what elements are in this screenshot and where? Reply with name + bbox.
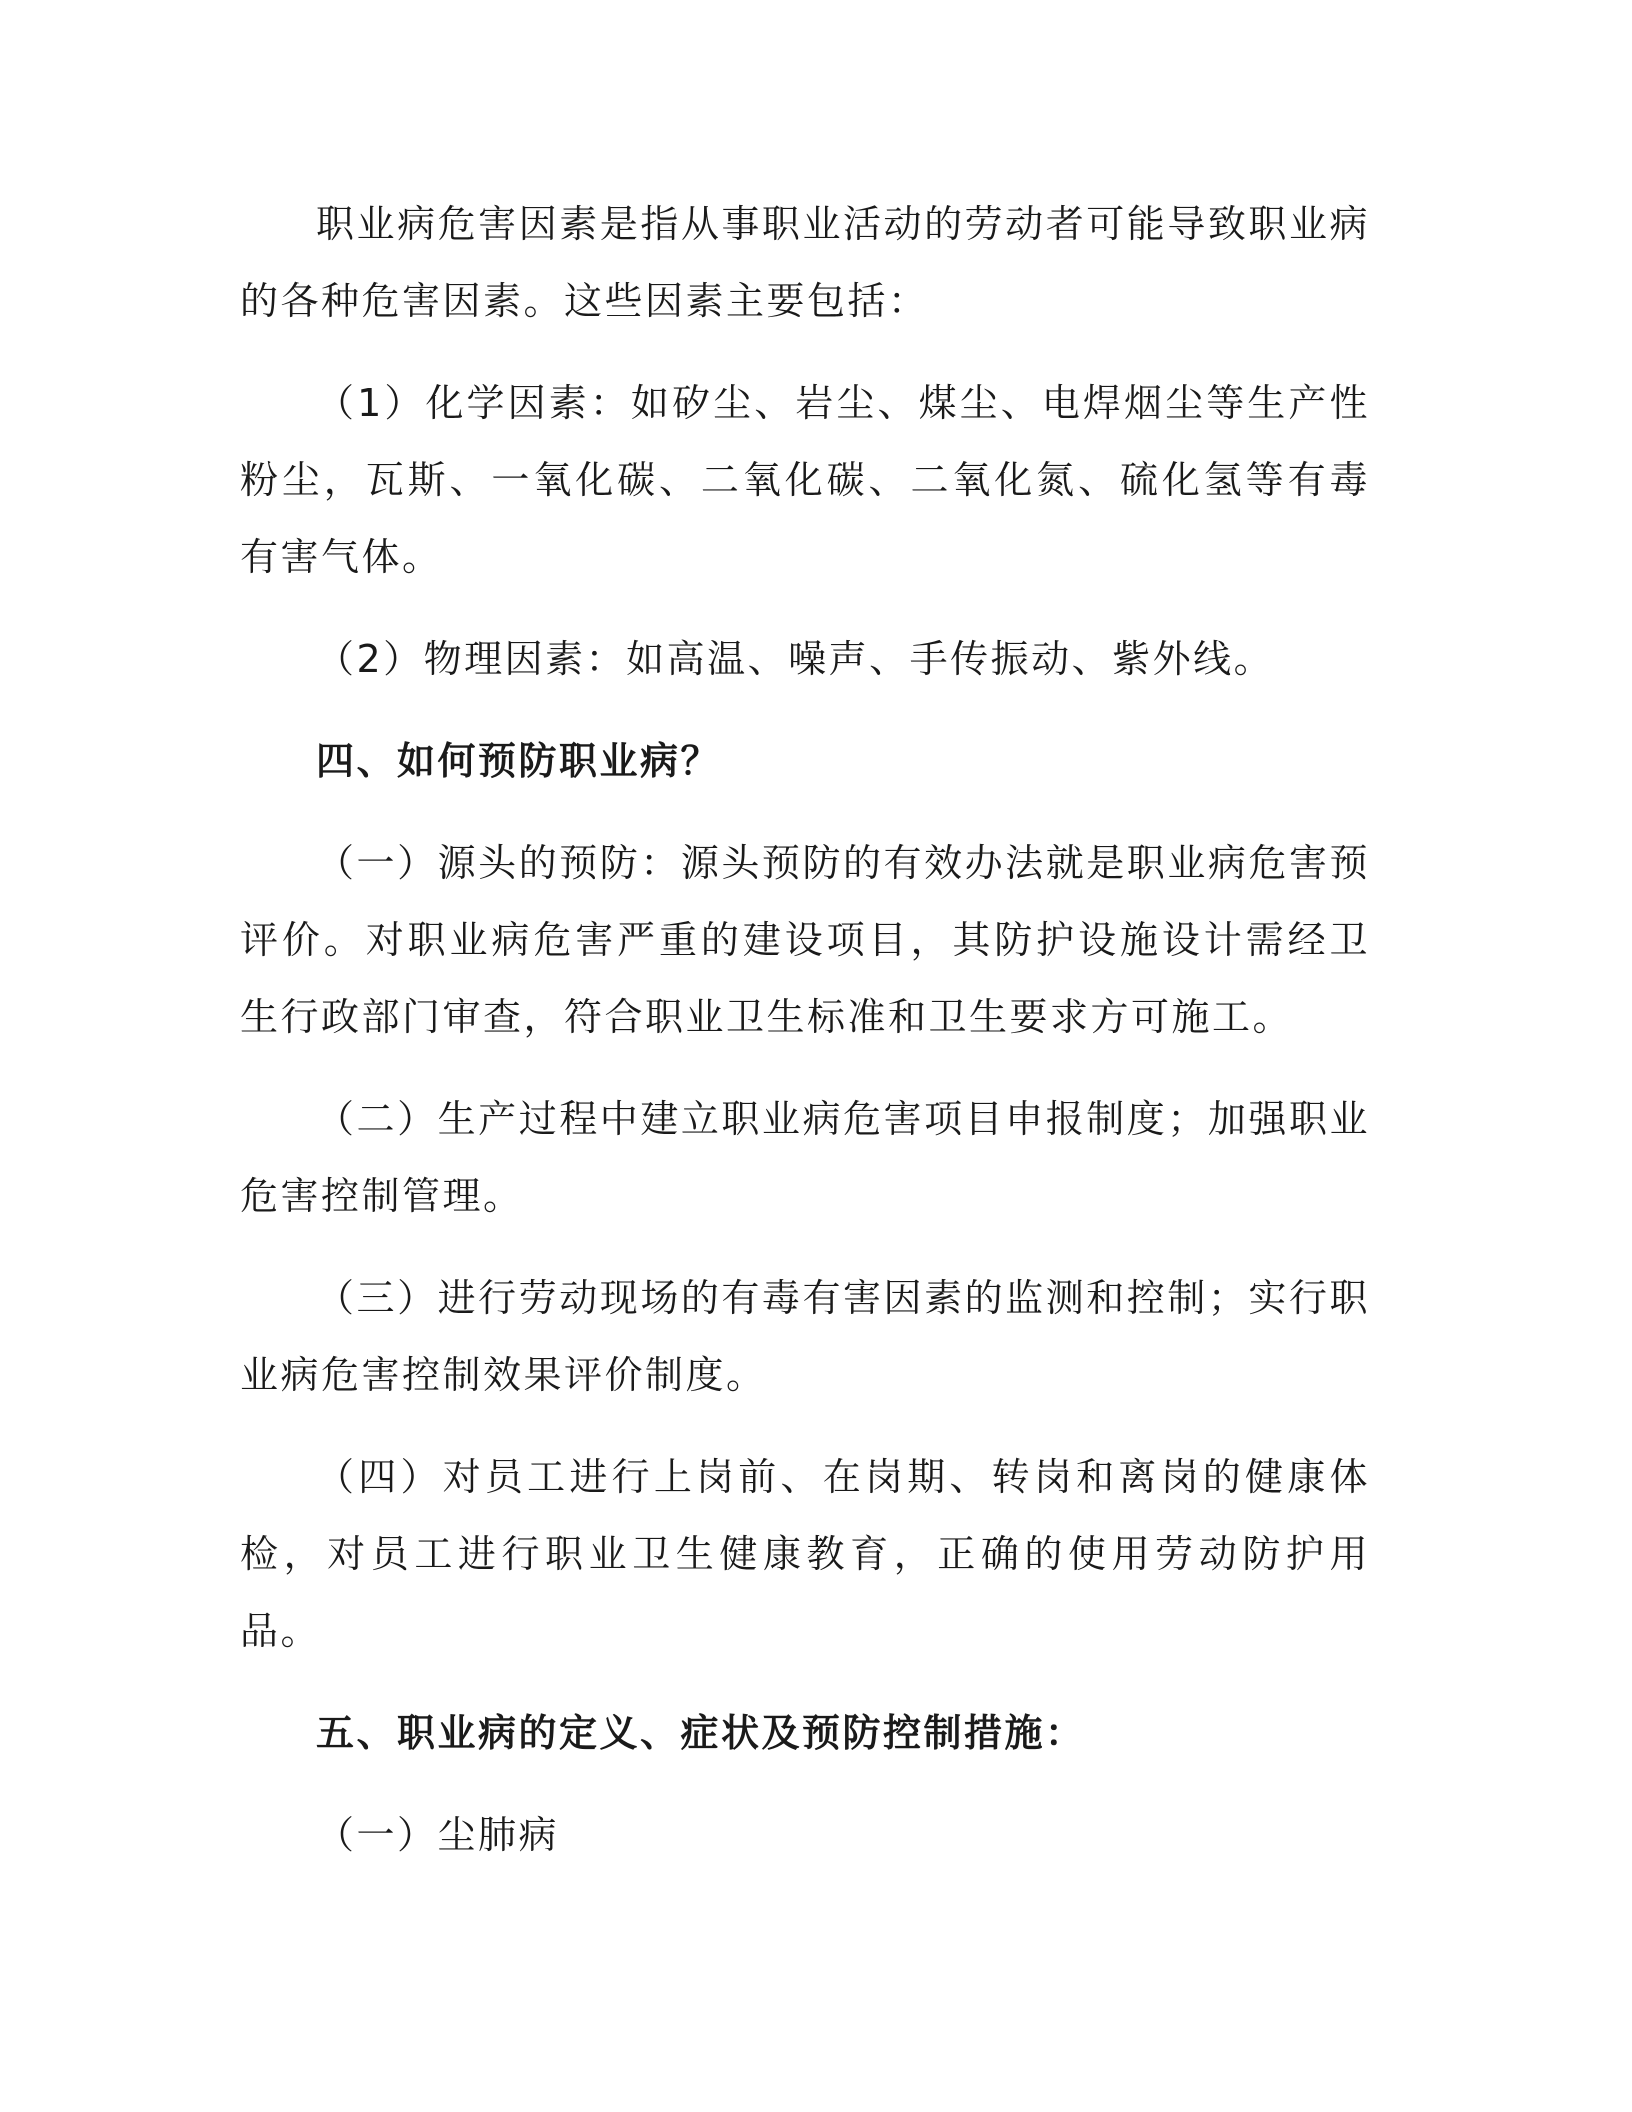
paragraph-health-checks: （四）对员工进行上岗前、在岗期、转岗和离岗的健康体检，对员工进行职业卫生健康教育，正确的使用劳动防护用品。	[240, 1455, 1370, 1653]
section-heading-definitions: 五、职业病的定义、症状及预防控制措施：	[316, 1711, 1086, 1755]
paragraph-monitoring: （三）进行劳动现场的有毒有害因素的监测和控制；实行职业病危害控制效果评价制度。	[240, 1276, 1370, 1397]
paragraph-chemical-factors: （1）化学因素：如矽尘、岩尘、煤尘、电焊烟尘等生产性粉尘，瓦斯、一氧化碳、二氧化碳、二氧化氮、硫化氢等有毒有害气体。	[240, 381, 1370, 579]
document-body	[240, 186, 1370, 1874]
section-heading-prevention: 四、如何预防职业病？	[316, 739, 722, 783]
paragraph-source-prevention: （一）源头的预防：源头预防的有效办法就是职业病危害预评价。对职业病危害严重的建设项目，其防护设施设计需经卫生行政部门审查，符合职业卫生标准和卫生要求方可施工。	[240, 841, 1370, 1039]
subheading-pneumoconiosis: （一）尘肺病	[316, 1813, 560, 1857]
paragraph-physical-factors: （2）物理因素：如高温、噪声、手传振动、紫外线。	[316, 637, 1275, 681]
paragraph-production-process: （二）生产过程中建立职业病危害项目申报制度；加强职业危害控制管理。	[240, 1097, 1370, 1218]
paragraph-definition: 职业病危害因素是指从事职业活动的劳动者可能导致职业病的各种危害因素。这些因素主要包括：	[240, 202, 1370, 323]
